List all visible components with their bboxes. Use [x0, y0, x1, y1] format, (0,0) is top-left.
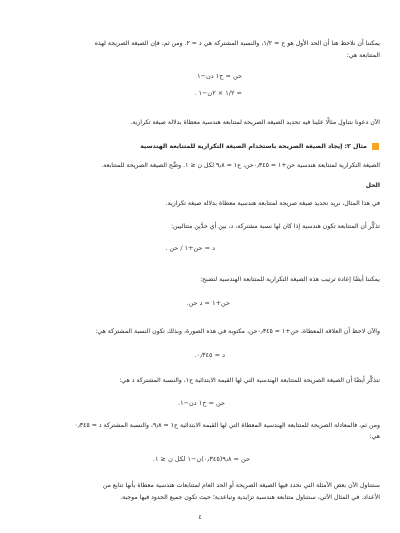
equation-explicit-1: حن = ح١ دن−١: [197, 72, 242, 80]
closing-paragraph-line-2: الأعداد. في المثال الآتي، سنتناول متتابعة هندسية تزايدية وتباعدية؛ حيث تكون جميع الحدود فيها موجبة.: [120, 494, 380, 501]
example-title: مثال ٢: إيجاد الصيغة الصريحة باستخدام الصيغة التكرارية للمتتابعة الهندسية: [140, 143, 367, 150]
solution-paragraph-5: نتذكَّر أيضًا أن الصيغة الصريحة للمتتابعة الهندسية التي لها القيمة الابتدائية ح١، والنسبة المشتركة د هي:: [119, 377, 380, 384]
intro-line-2: المتتابعة هي:: [346, 52, 380, 59]
equation-explicit-general: حن = ح١ دن−١.: [177, 399, 225, 407]
paragraph-transition: الآن دعونا نتناول مثالًا علينا فيه تحديد الصيغة الصريحة لمتتابعة هندسية معطاة بدلالة صيغة تكرارية.: [130, 119, 380, 126]
solution-label: الحل: [365, 182, 380, 189]
solution-paragraph-6-line-2: هي:: [369, 433, 380, 440]
solution-paragraph-4: والآن لاحظ أن العلاقة المعطاة، حن+١ = ٠٫٣٤٥حن، مكتوبة في هذه الصورة، وبذلك تكون النسبة المشتركة هي:: [95, 328, 380, 335]
solution-paragraph-1: في هذا المثال، نريد تحديد صيغة صريحة لمتتابعة هندسية معطاة بدلالة صيغة تكرارية.: [165, 200, 380, 207]
solution-paragraph-3: يمكننا أيضًا إعادة ترتيب هذه الصيغة التكرارية للمتتابعة الهندسية لتصبح:: [200, 276, 380, 283]
closing-paragraph-line-1: سنتناول الآن بعض الأمثلة التي نحدد فيها الصيغة الصريحة أو الحد العام لمتتابعات هندسية معطاة بأنها تتابع من: [102, 482, 380, 489]
example-statement: الصيغة التكرارية لمتتابعة هندسية حن+١ = ٠٫٣٤٥حن، ح١ = ٩٫٨ لكل ن ≤ ١. وضِّح الصيغة الصريحة للمتتابعة.: [101, 162, 380, 169]
equation-explicit-2: = ١/٢ × ٢ن−١ .: [194, 89, 242, 97]
equation-final-answer: حن = ٩٫٨(٠٫٣٤٥)ن−١ لكل ن ≤ ١.: [152, 455, 250, 463]
equation-ratio-value: د = ٠٫٣٤٥.: [194, 351, 225, 359]
solution-paragraph-6-line-1: ومن ثم، فالمعادلة الصريحة للمتتابعة الهندسية المعطاة التي لها القيمة الابتدائية ح١ = ٩٫٨، والنسبة المشتركة د = ٠٫٣٤٥: [74, 422, 380, 429]
example-marker-icon: [372, 143, 379, 150]
equation-common-ratio-definition: د = حن+١ / حن .: [165, 244, 215, 252]
page-number: ٤: [198, 513, 202, 521]
solution-paragraph-2: تذكَّر أن المتتابعة تكون هندسية إذا كان لها نسبة مشتركة، د، بين أي حدَّين متتاليين:: [170, 223, 380, 230]
intro-line-1: يمكننا أن نلاحظ هنا أن الحد الأول هو ح = ١/٢، والنسبة المشتركة هي د = ٢. ومن ثم، فإن الصيغة الصريحة لهذه: [94, 40, 380, 47]
equation-recursive-form: حن+١ = د حن.: [186, 299, 230, 307]
